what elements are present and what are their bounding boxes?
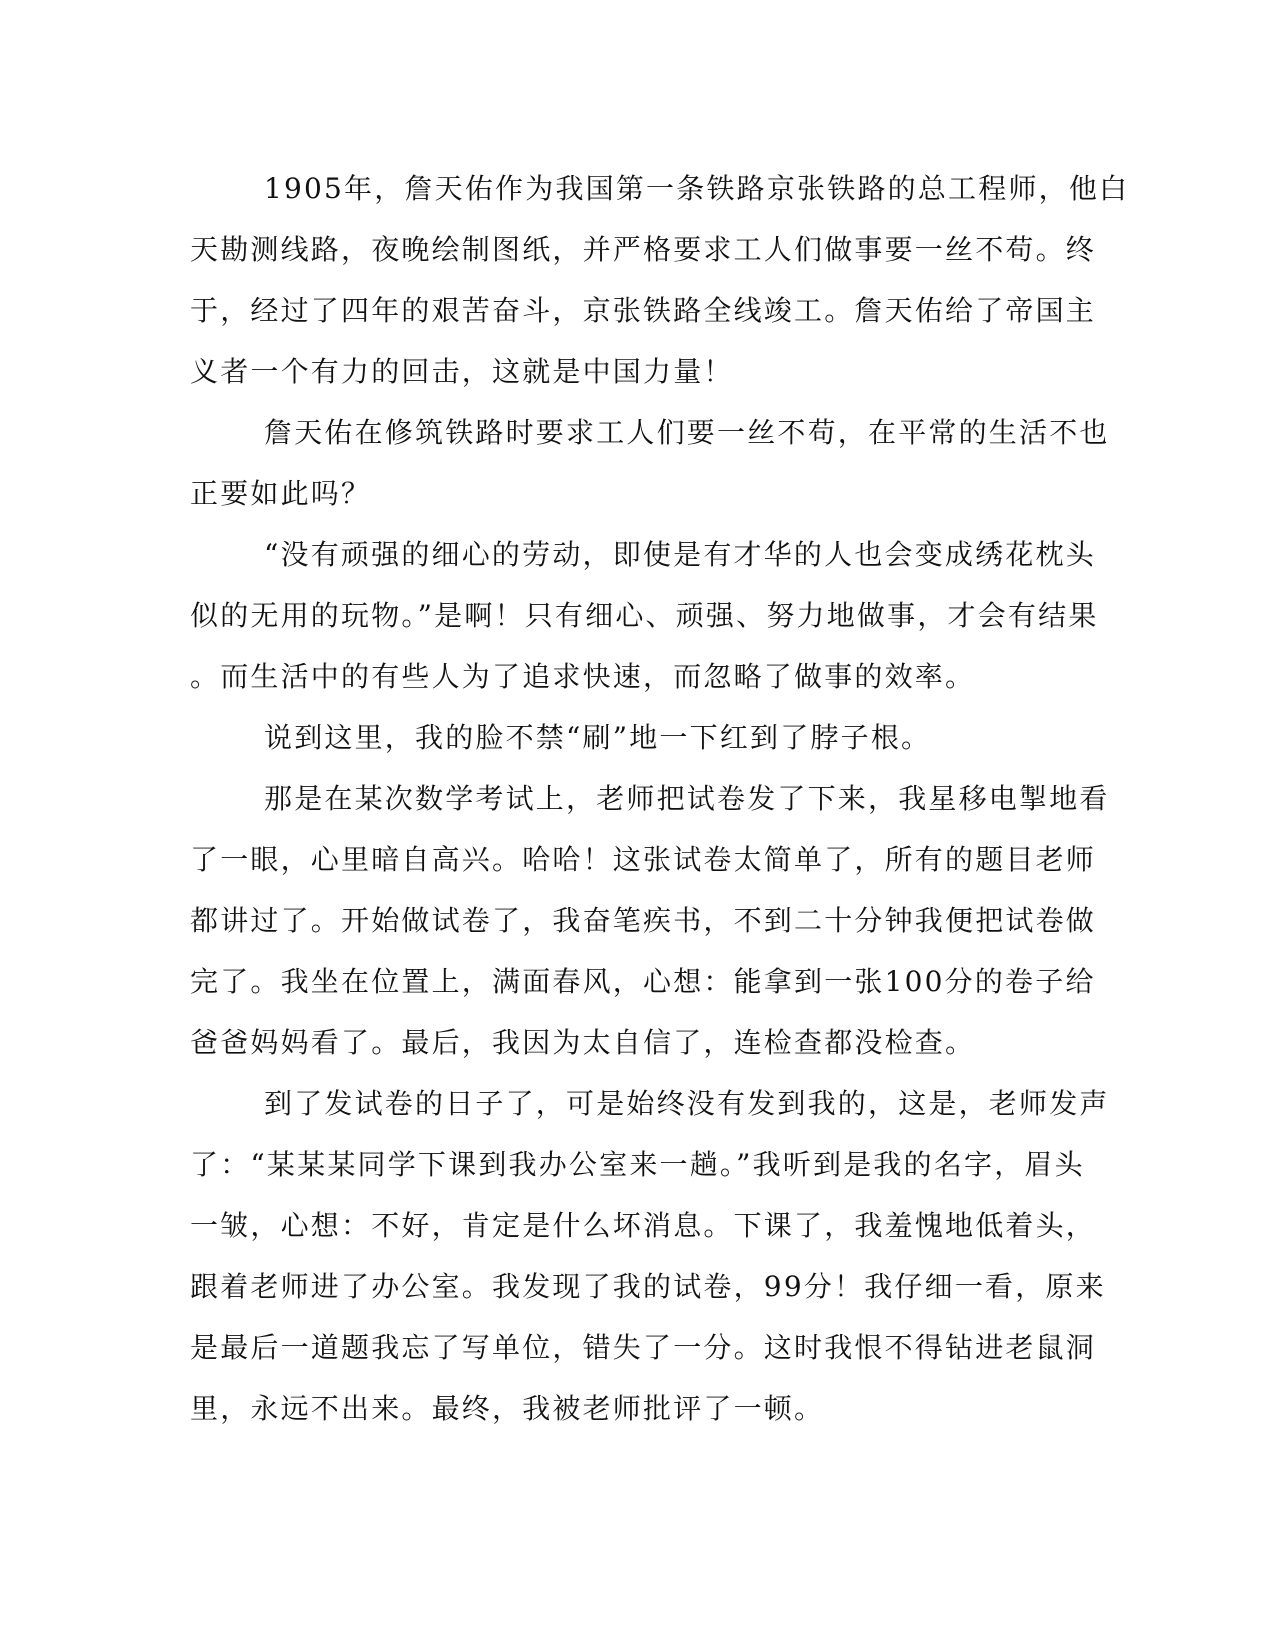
text-line: 那是在某次数学考试上，老师把试卷发了下来，我星移电掣地看 <box>264 782 1110 815</box>
text-line: 天勘测线路，夜晚绘制图纸，并严格要求工人们做事要一丝不苟。终 <box>190 233 1097 266</box>
paragraph-3 <box>190 524 1099 707</box>
text-line: 正要如此吗？ <box>190 477 372 510</box>
text-line: 爸爸妈妈看了。最后，我因为太自信了，连检查都没检查。 <box>190 1026 976 1059</box>
paragraph-6 <box>190 1073 1110 1439</box>
text-line: 是最后一道题我忘了写单位，错失了一分。这时我恨不得钻进老鼠洞 <box>190 1331 1097 1364</box>
text-line: 说到这里，我的脸不禁“刷”地一下红到了脖子根。 <box>264 721 932 754</box>
text-line: 完了。我坐在位置上，满面春风，心想：能拿到一张100分的卷子给 <box>190 965 1096 998</box>
text-line: 了：“某某某同学下课到我办公室来一趟。”我听到是我的名字，眉头 <box>190 1148 1085 1181</box>
document-body <box>190 158 1130 1439</box>
text-line: 都讲过了。开始做试卷了，我奋笔疾书，不到二十分钟我便把试卷做 <box>190 904 1097 937</box>
paragraph-4 <box>190 707 1070 768</box>
text-line: 了一眼，心里暗自高兴。哈哈！这张试卷太简单了，所有的题目老师 <box>190 843 1097 876</box>
text-line: 似的无用的玩物。”是啊！只有细心、顽强、努力地做事，才会有结果 <box>190 599 1099 632</box>
text-line: 义者一个有力的回击，这就是中国力量！ <box>190 355 734 388</box>
text-line: 1905年，詹天佑作为我国第一条铁路京张铁路的总工程师，他白 <box>264 172 1130 205</box>
text-line: “没有顽强的细心的劳动，即使是有才华的人也会变成绣花枕头 <box>264 538 1096 571</box>
paragraph-2 <box>190 402 1110 524</box>
text-line: 到了发试卷的日子了，可是始终没有发到我的，这是，老师发声 <box>264 1087 1110 1120</box>
text-line: 一皱，心想：不好，肯定是什么坏消息。下课了，我羞愧地低着头， <box>190 1209 1097 1242</box>
paragraph-5 <box>190 768 1110 1073</box>
text-line: 里，永远不出来。最终，我被老师批评了一顿。 <box>190 1392 825 1425</box>
text-line: 詹天佑在修筑铁路时要求工人们要一丝不苟，在平常的生活不也 <box>264 416 1110 449</box>
text-line: 跟着老师进了办公室。我发现了我的试卷，99分！我仔细一看，原来 <box>190 1270 1106 1303</box>
paragraph-1 <box>190 158 1130 402</box>
text-line: 于，经过了四年的艰苦奋斗，京张铁路全线竣工。詹天佑给了帝国主 <box>190 294 1097 327</box>
text-line: 。而生活中的有些人为了追求快速，而忽略了做事的效率。 <box>190 660 976 693</box>
